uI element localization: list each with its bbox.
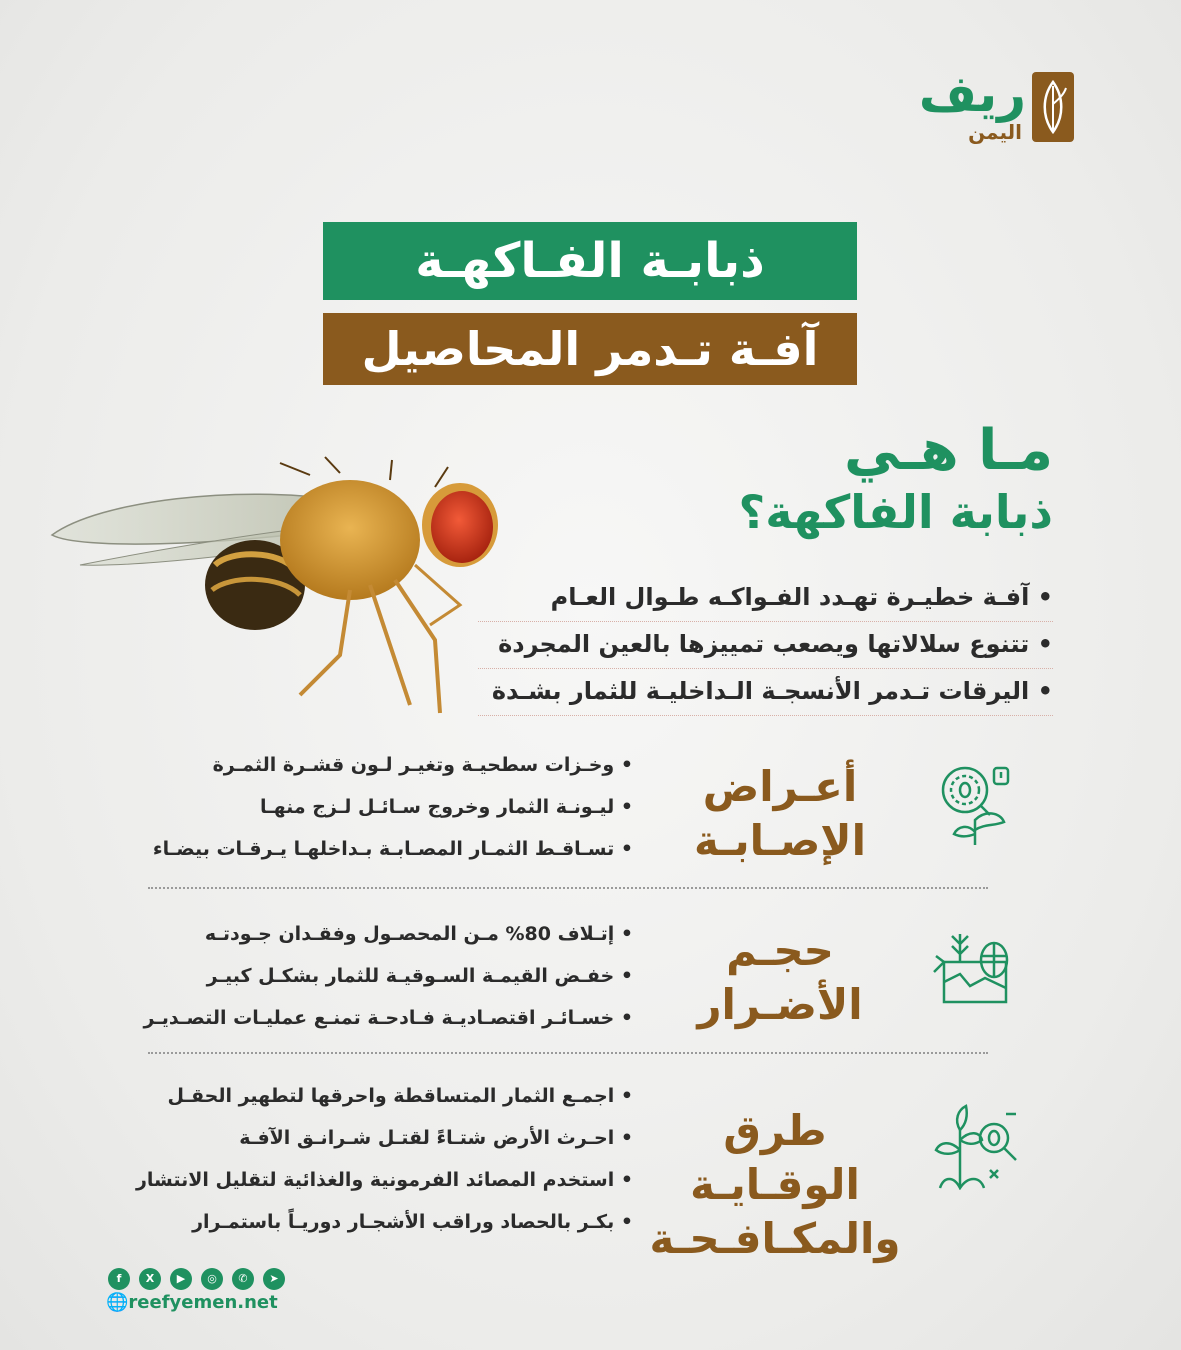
social-links <box>108 1268 285 1290</box>
section-title-symptoms <box>660 760 900 868</box>
intro-item: • اليرقات تـدمر الأنسجـة الـداخليـة للثمار بشـدة <box>478 669 1053 716</box>
website-link[interactable] <box>106 1292 278 1313</box>
website-url: reefyemen.net <box>128 1292 278 1313</box>
intro-item: • تتنوع سلالاتها ويصعب تمييزها بالعين المجردة <box>478 622 1053 669</box>
whatsapp-icon[interactable]: ✆ <box>232 1268 254 1290</box>
damage-list <box>143 913 633 1039</box>
list-item: • احـرث الأرض شتـاءً لقتـل شـرانـق الآفـة <box>136 1117 633 1159</box>
question-heading-line1: مـا هـي <box>844 418 1053 483</box>
section-title-prevention <box>640 1104 910 1266</box>
damaged-crops-bug-icon <box>930 922 1020 1012</box>
section-title-line1: حجـم <box>726 926 834 975</box>
leaf-logo-icon <box>1032 72 1074 142</box>
list-item: • بكـر بالحصاد وراقب الأشجـار دوريـاً باستمـرار <box>136 1201 633 1243</box>
list-item: • اجمـع الثمار المتساقطة واحرقها لتطهير الحقـل <box>136 1075 633 1117</box>
list-item: • تسـاقـط الثمـار المصـابـة بـداخلهـا يـرقـات بيضـاء <box>153 828 633 870</box>
plant-bug-magnifier-icon <box>930 760 1020 850</box>
title-banner-primary: ذبابـة الفـاكهـة <box>323 222 857 300</box>
globe-icon: 🌐 <box>106 1292 129 1313</box>
title-banner-secondary: آفـة تـدمر المحاصيل <box>323 313 857 385</box>
section-title-damage <box>660 924 900 1032</box>
list-item: • وخـزات سطحيـة وتغيـر لـون قشـرة الثمـرة <box>153 744 633 786</box>
brand-logo <box>874 65 1074 150</box>
list-item: • ليـونـة الثمار وخروج سـائـل لـزج منهـا <box>153 786 633 828</box>
section-title-line2: الإصـابـة <box>694 816 866 865</box>
list-item: • استخدم المصائد الفرمونية والغذائية لتقليل الانتشار <box>136 1159 633 1201</box>
question-heading-line2: ذبابة الفاكهة؟ <box>738 485 1053 539</box>
section-title-line2: الأضـرار <box>697 980 863 1029</box>
list-item: • خفـض القيمـة السـوقيـة للثمار بشكـل كبيـر <box>143 955 633 997</box>
x-icon[interactable]: X <box>139 1268 161 1290</box>
list-item: • إتـلاف 80% مـن المحصـول وفقـدان جـودتـه <box>143 913 633 955</box>
youtube-icon[interactable]: ▶ <box>170 1268 192 1290</box>
seedling-pest-control-icon <box>930 1100 1020 1190</box>
section-title-line1: طرق الوقـايـة <box>690 1106 860 1209</box>
facebook-icon[interactable]: f <box>108 1268 130 1290</box>
instagram-icon[interactable]: ◎ <box>201 1268 223 1290</box>
intro-item: • آفـة خطيـرة تهـدد الفـواكـه طـوال العـام <box>478 575 1053 622</box>
section-divider <box>148 1052 988 1054</box>
symptoms-list <box>153 744 633 870</box>
list-item: • خسـائـر اقتصـاديـة فـادحـة تمنـع عمليـات التصـديـر <box>143 997 633 1039</box>
prevention-list <box>136 1075 633 1243</box>
fruit-fly-illustration <box>40 455 510 730</box>
section-title-line2: والمكـافـحـة <box>649 1214 901 1263</box>
section-divider <box>148 887 988 889</box>
logo-subtitle: اليمن <box>968 120 1022 144</box>
intro-list <box>478 575 1053 716</box>
section-title-line1: أعـراض <box>702 762 858 811</box>
logo-wordmark: ريف <box>918 65 1026 123</box>
telegram-icon[interactable]: ➤ <box>263 1268 285 1290</box>
